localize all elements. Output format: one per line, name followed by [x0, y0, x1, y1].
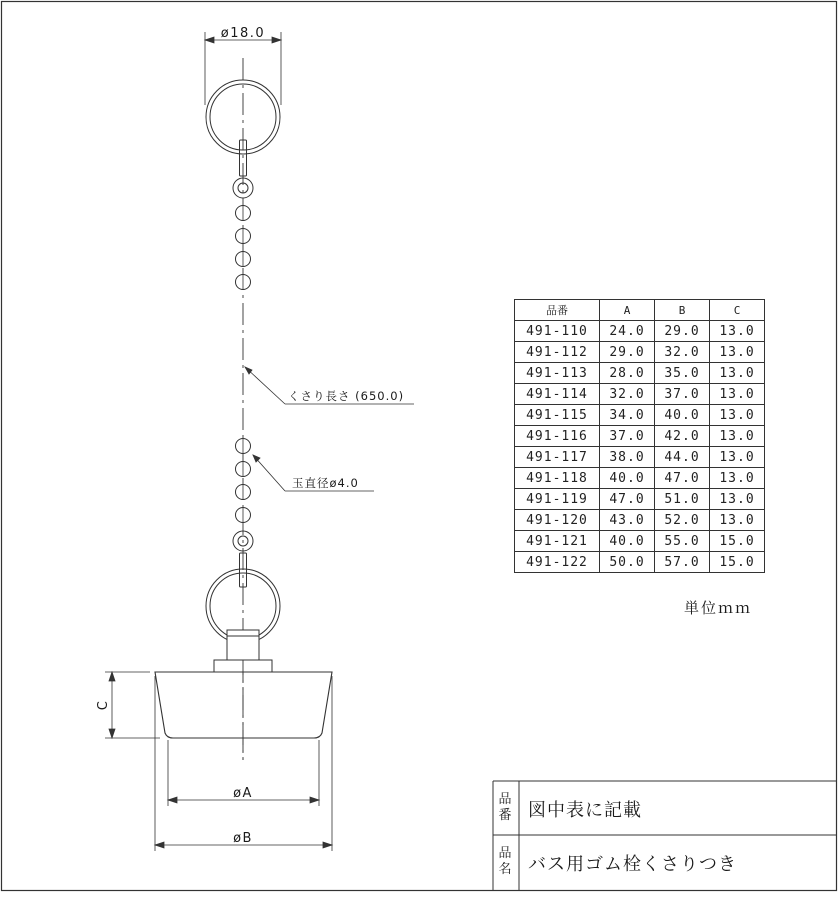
table-row — [515, 552, 765, 573]
cell-b: 44.0 — [655, 447, 710, 468]
cell-part-number: 491-117 — [515, 447, 600, 468]
cell-part-number: 491-115 — [515, 405, 600, 426]
cell-c: 13.0 — [710, 426, 765, 447]
cell-a: 28.0 — [600, 363, 655, 384]
cell-a: 40.0 — [600, 531, 655, 552]
cell-a: 29.0 — [600, 342, 655, 363]
table-row — [515, 510, 765, 531]
cell-part-number: 491-121 — [515, 531, 600, 552]
rubber-stopper-body — [155, 672, 332, 738]
table-row — [515, 321, 765, 342]
cell-a: 50.0 — [600, 552, 655, 573]
table-row — [515, 384, 765, 405]
ring-diameter-label: ø18.0 — [220, 26, 266, 41]
cell-part-number: 491-116 — [515, 426, 600, 447]
cell-c: 15.0 — [710, 531, 765, 552]
cell-b: 40.0 — [655, 405, 710, 426]
cell-c: 15.0 — [710, 552, 765, 573]
cell-part-number: 491-110 — [515, 321, 600, 342]
cell-c: 13.0 — [710, 468, 765, 489]
table-row — [515, 531, 765, 552]
cell-b: 57.0 — [655, 552, 710, 573]
cell-b: 32.0 — [655, 342, 710, 363]
cell-b: 35.0 — [655, 363, 710, 384]
cell-a: 34.0 — [600, 405, 655, 426]
cell-a: 24.0 — [600, 321, 655, 342]
ball-diameter-label: 玉直径ø4.0 — [292, 476, 359, 490]
cell-part-number: 491-118 — [515, 468, 600, 489]
dim-c — [105, 672, 160, 738]
part-number-label: 品 番 — [498, 792, 512, 823]
cell-part-number: 491-120 — [515, 510, 600, 531]
cell-b: 37.0 — [655, 384, 710, 405]
cell-a: 32.0 — [600, 384, 655, 405]
table-header-row — [515, 300, 765, 321]
cell-c: 13.0 — [710, 489, 765, 510]
cell-a: 40.0 — [600, 468, 655, 489]
cell-a: 47.0 — [600, 489, 655, 510]
table-row — [515, 468, 765, 489]
dim-b-label: øB — [233, 831, 253, 846]
part-name-value: バス用ゴム栓くさりつき — [528, 854, 737, 875]
header-c: C — [710, 300, 765, 321]
cell-b: 42.0 — [655, 426, 710, 447]
table-row — [515, 489, 765, 510]
cell-part-number: 491-119 — [515, 489, 600, 510]
dim-c-label: C — [96, 699, 111, 711]
cell-c: 13.0 — [710, 510, 765, 531]
dim-b — [155, 676, 332, 851]
table-row — [515, 342, 765, 363]
cell-a: 37.0 — [600, 426, 655, 447]
cell-c: 13.0 — [710, 342, 765, 363]
cell-b: 55.0 — [655, 531, 710, 552]
dim-a-label: øA — [233, 786, 253, 801]
cell-c: 13.0 — [710, 447, 765, 468]
spec-table — [514, 299, 765, 573]
cell-part-number: 491-113 — [515, 363, 600, 384]
unit-note: 単位ｍｍ — [684, 599, 753, 617]
cell-c: 13.0 — [710, 321, 765, 342]
table-row — [515, 447, 765, 468]
header-part-number: 品番 — [515, 300, 600, 321]
cell-a: 38.0 — [600, 447, 655, 468]
cell-a: 43.0 — [600, 510, 655, 531]
cell-part-number: 491-112 — [515, 342, 600, 363]
cell-b: 51.0 — [655, 489, 710, 510]
cell-b: 29.0 — [655, 321, 710, 342]
cell-b: 52.0 — [655, 510, 710, 531]
cell-part-number: 491-114 — [515, 384, 600, 405]
cell-part-number: 491-122 — [515, 552, 600, 573]
part-number-value: 図中表に記載 — [528, 800, 642, 821]
cell-c: 13.0 — [710, 384, 765, 405]
header-a: A — [600, 300, 655, 321]
header-b: B — [655, 300, 710, 321]
cell-c: 13.0 — [710, 405, 765, 426]
table-row — [515, 363, 765, 384]
part-name-label: 品 名 — [498, 846, 512, 877]
chain-length-label: くさり長さ (650.0) — [288, 389, 405, 403]
table-row — [515, 405, 765, 426]
table-row — [515, 426, 765, 447]
cell-c: 13.0 — [710, 363, 765, 384]
cell-b: 47.0 — [655, 468, 710, 489]
